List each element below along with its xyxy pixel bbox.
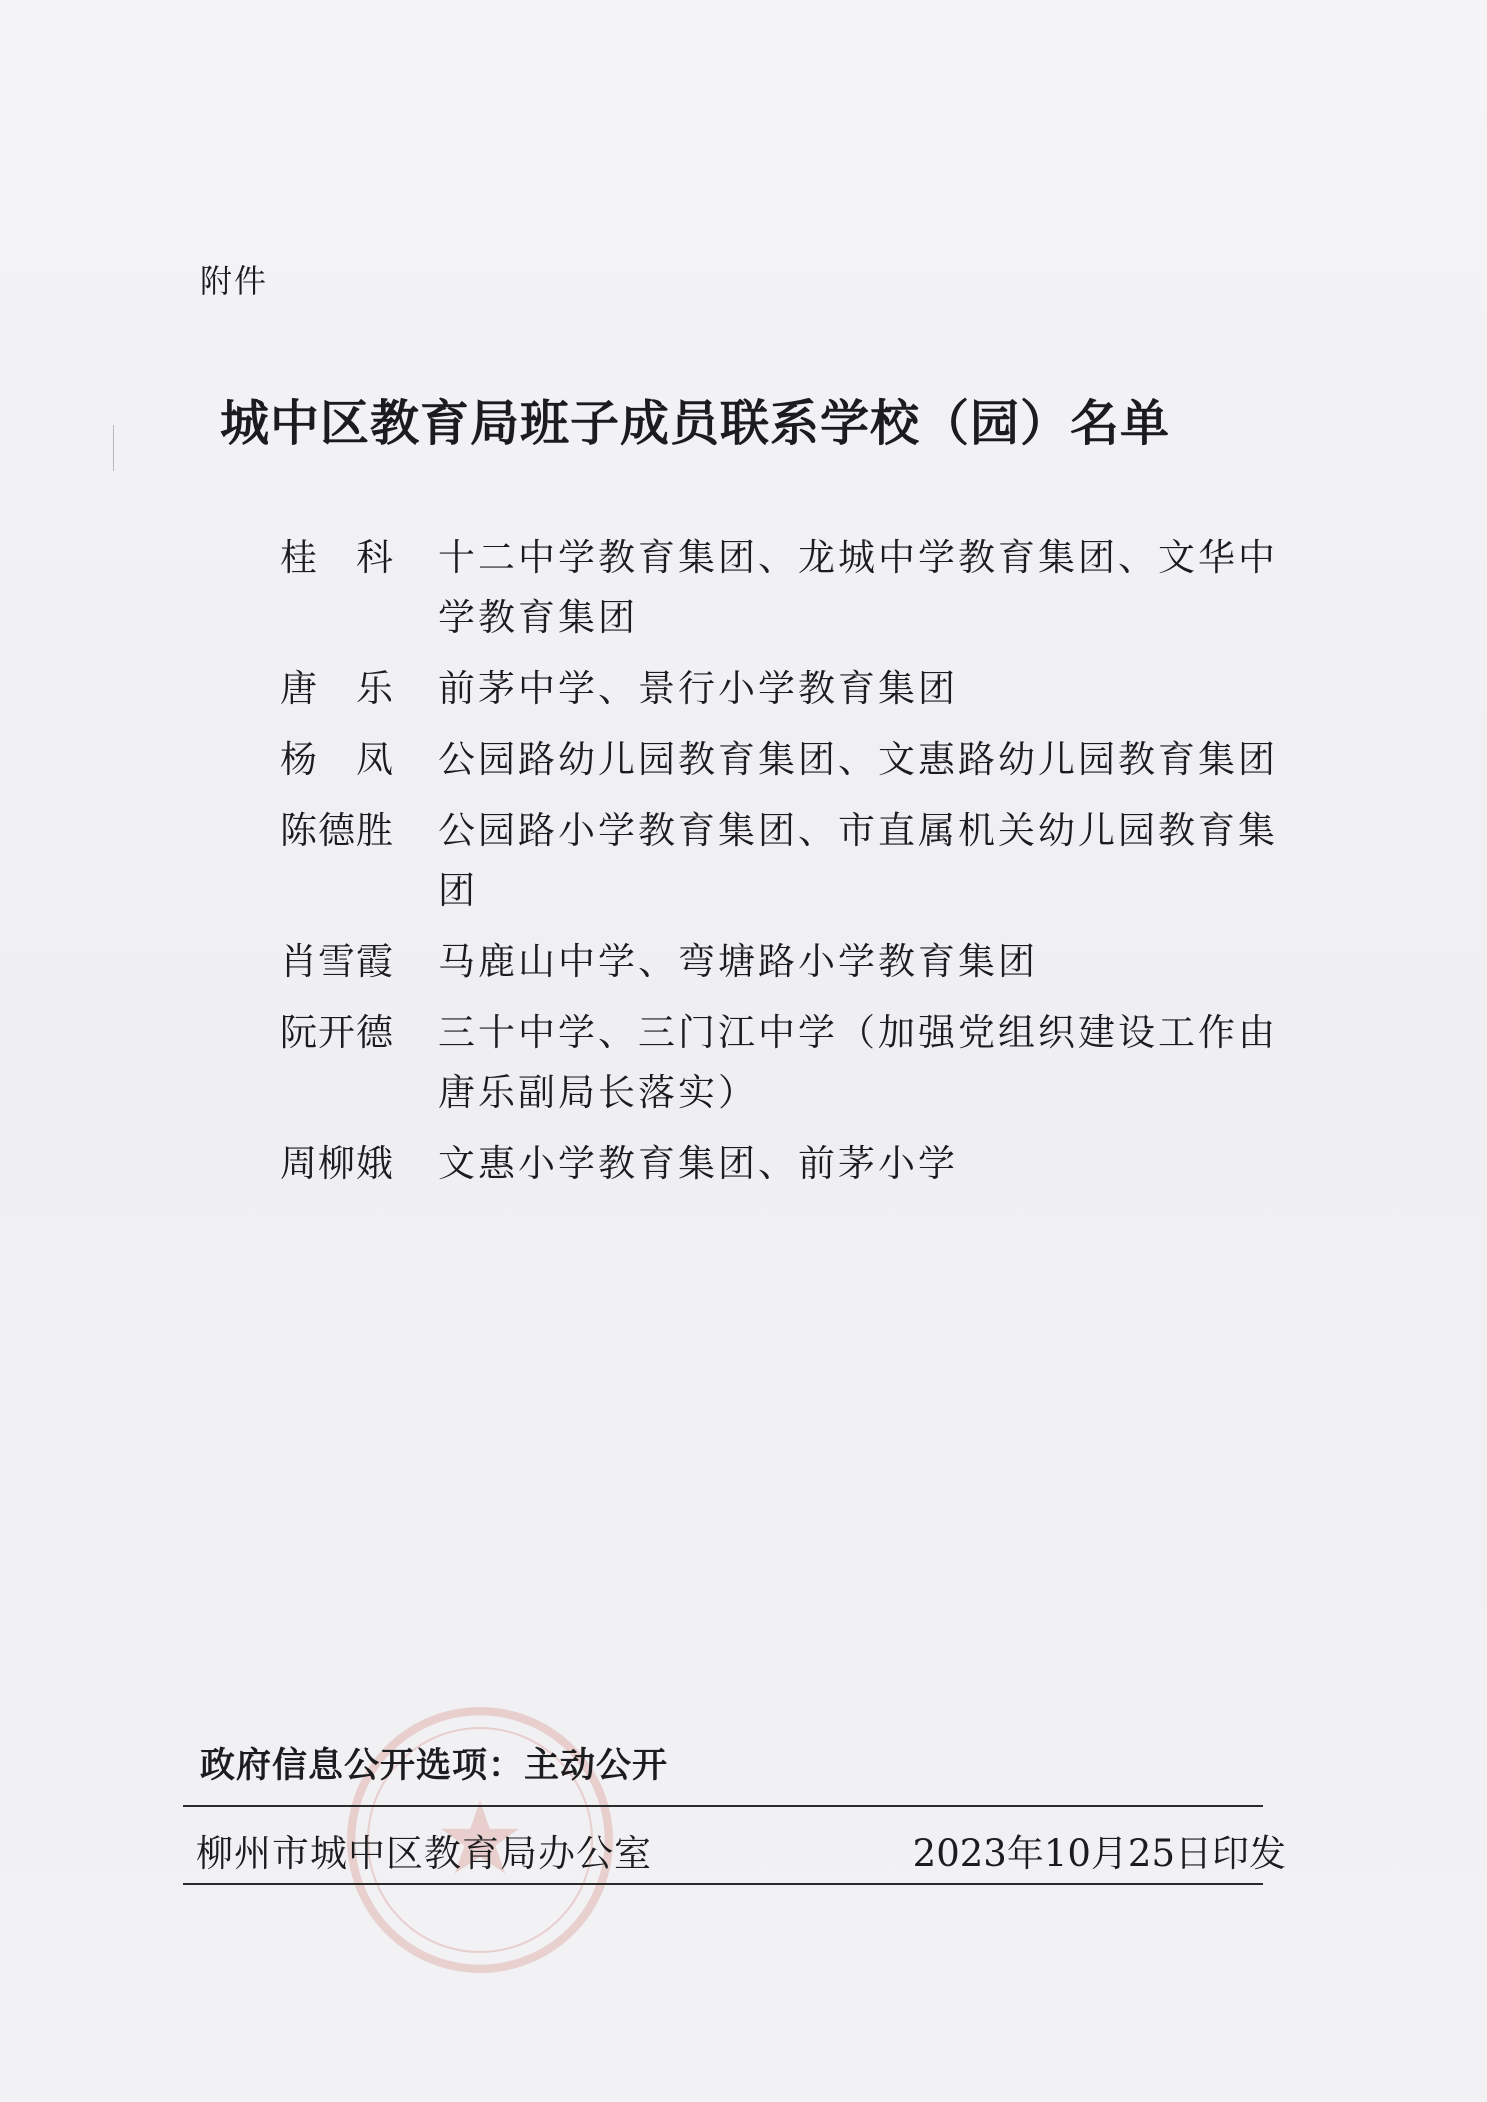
member-schools: 十二中学教育集团、龙城中学教育集团、文华中学教育集团 xyxy=(438,536,1278,639)
member-schools: 前茅中学、景行小学教育集团 xyxy=(438,667,958,710)
member-schools: 文惠小学教育集团、前茅小学 xyxy=(438,1142,958,1185)
member-schools: 三十中学、三门江中学（加强党组织建设工作由唐乐副局长落实） xyxy=(438,1011,1278,1114)
disclosure-option: 政府信息公开选项：主动公开 xyxy=(200,1746,669,1786)
member-name: 杨 凤 xyxy=(280,738,394,781)
list-item xyxy=(280,528,1290,648)
issuing-office: 柳州市城中区教育局办公室 xyxy=(196,1832,652,1875)
member-name: 陈德胜 xyxy=(280,809,394,852)
member-name: 肖雪霞 xyxy=(280,940,394,983)
document-title: 城中区教育局班子成员联系学校（园）名单 xyxy=(220,394,1171,452)
margin-mark xyxy=(113,425,114,471)
contact-list xyxy=(280,528,1290,1205)
list-item xyxy=(280,659,1290,719)
member-name: 阮开德 xyxy=(280,1011,394,1054)
member-name: 桂 科 xyxy=(280,536,394,579)
divider xyxy=(183,1883,1263,1885)
list-item xyxy=(280,730,1290,790)
member-schools: 公园路幼儿园教育集团、文惠路幼儿园教育集团 xyxy=(438,738,1278,781)
divider xyxy=(183,1805,1263,1807)
member-schools: 马鹿山中学、弯塘路小学教育集团 xyxy=(438,940,1038,983)
attachment-label: 附件 xyxy=(200,262,269,300)
list-item xyxy=(280,801,1290,921)
member-name: 周柳娥 xyxy=(280,1142,394,1185)
list-item xyxy=(280,1003,1290,1123)
issue-date: 2023年10月25日印发 xyxy=(912,1832,1286,1875)
member-name: 唐 乐 xyxy=(280,667,394,710)
member-schools: 公园路小学教育集团、市直属机关幼儿园教育集团 xyxy=(438,809,1278,912)
list-item xyxy=(280,932,1290,992)
list-item xyxy=(280,1134,1290,1194)
